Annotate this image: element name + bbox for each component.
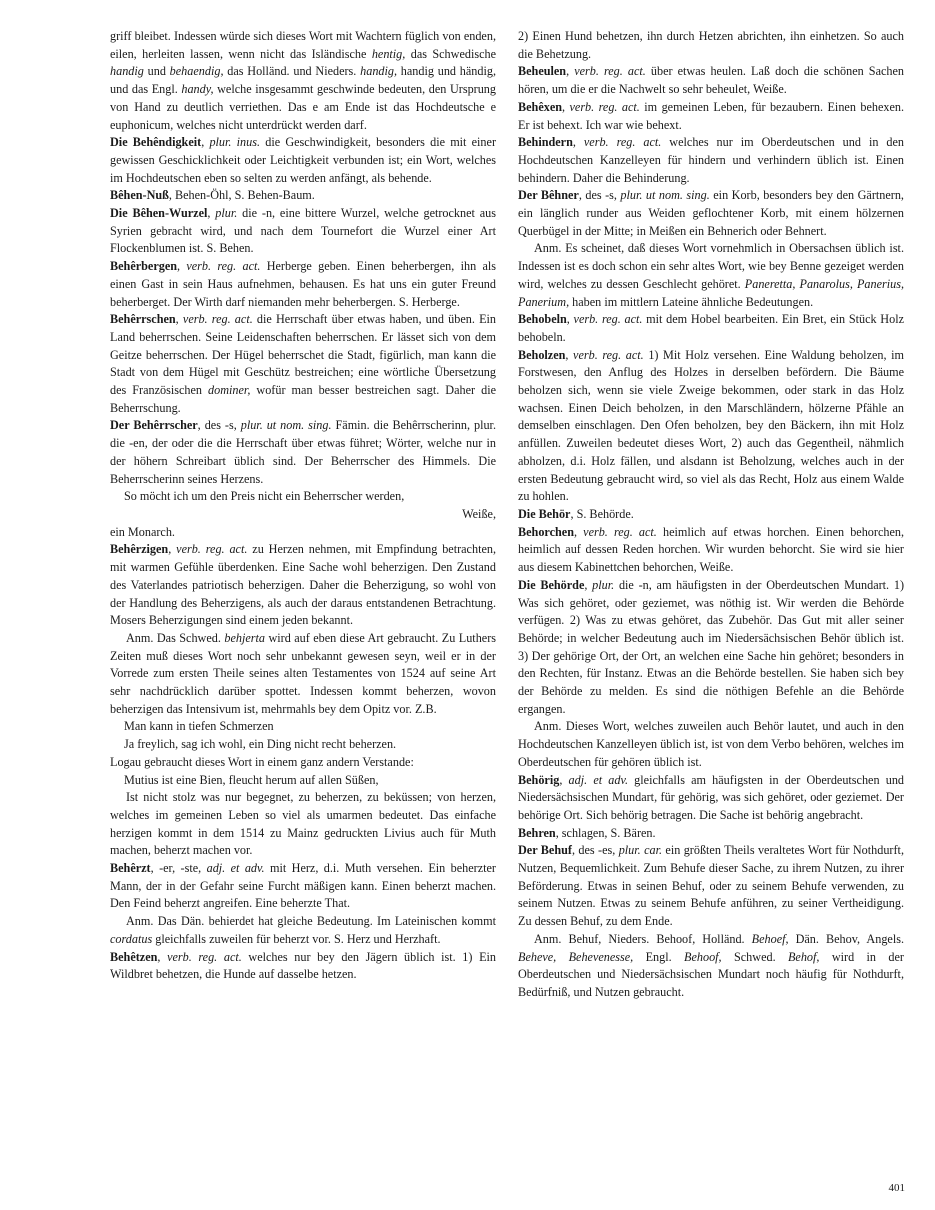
- dictionary-entry: [110, 541, 496, 630]
- text-run: welches nur bey den Jägern üblich ist. 1) Ein Wildbret behetzen, die Hunde auf dasselbe hetzen.: [110, 949, 496, 982]
- dictionary-entry: [518, 99, 904, 134]
- headword: Beheulen: [518, 64, 567, 79]
- headword: Behêrbergen: [110, 259, 178, 274]
- text-run: ,: [559, 772, 569, 787]
- dictionary-entry: [518, 842, 904, 931]
- text-run: griff bleibet. Indessen würde sich dieses Wort mit Wachtern füglich von enden, eilen, herleiten lassen, wenn nicht das Isländische: [110, 29, 496, 61]
- italic-text: verb. reg. act.: [574, 64, 646, 79]
- text-run: Anm. Das Schwed.: [126, 630, 225, 645]
- headword: Beholzen: [518, 347, 566, 362]
- text-run: ,: [157, 949, 168, 964]
- verse-line: [110, 772, 496, 790]
- headword: Behorchen: [518, 524, 574, 539]
- text-run: wofür man besser bestreichen sagt. Daher die Beherrschung.: [110, 383, 496, 415]
- italic-text: handy,: [181, 82, 214, 97]
- text-run: mit dem Hobel bearbeiten. Ein Bret, ein Stück Holz behobeln.: [518, 312, 904, 344]
- paragraph: [110, 913, 496, 948]
- dictionary-entry: [110, 187, 496, 205]
- headword: Behörig: [518, 772, 560, 787]
- text-run: Engl.: [633, 949, 685, 964]
- text-run: heimlich auf etwas horchen. Einen behorchen, heimlich auf dessen Reden horchen. Wir wurden behorcht. Sie wird sie hier aus diesem Kabinettchen behorchen, Weiße.: [518, 524, 905, 575]
- text-run: Schwed.: [721, 949, 788, 964]
- headword: Die Behörde: [518, 577, 585, 592]
- text-run: mit Herz, d.i. Muth versehen. Ein beherzter Mann, der in der Gefahr seine Furcht mäßigen kann. Einen beherzt machen. Den Feind beherzt angreifen. Eine beherzte That.: [110, 861, 496, 911]
- text-run: ,: [207, 206, 216, 221]
- text-run: Logau gebraucht dieses Wort in einem ganz andern Verstande:: [110, 754, 414, 769]
- paragraph: [110, 754, 496, 772]
- italic-text: hentig,: [371, 46, 406, 61]
- dictionary-entry: [110, 258, 496, 311]
- verse-line: [110, 736, 496, 754]
- dictionary-entry: [518, 524, 904, 577]
- paragraph: [110, 789, 496, 860]
- text-run: über etwas heulen. Laß doch die schönen Sachen hören, um die er die Nachwelt so sehr beheulet, Weiße.: [518, 64, 904, 97]
- dictionary-entry: [110, 860, 496, 913]
- text-run: ,: [201, 135, 210, 150]
- italic-text: cordatus: [110, 931, 153, 946]
- italic-text: verb. reg. act.: [167, 949, 242, 964]
- text-run: ,: [566, 312, 574, 327]
- dictionary-entry: [518, 772, 904, 825]
- italic-text: verb. reg. act.: [583, 524, 657, 539]
- headword: Behobeln: [518, 312, 567, 327]
- text-run: die Herrschaft über etwas haben, und üben. Ein Land beherrschen. Seine Leidenschaften beherrschen. Er lässet sich von dem Geitze beherrschen. Der Hügel beherrschet die Stadt, figürlich, man kann die Stadt von dem Hügel mit Geschütz bestreichen; eine wörtliche Übersetzung des Französischen: [110, 312, 497, 398]
- italic-text: plur.: [215, 206, 238, 221]
- text-run: , -er, -ste,: [150, 861, 207, 876]
- italic-text: verb. reg. act.: [583, 135, 662, 150]
- text-run: Anm. Es scheinet, daß dieses Wort vornehmlich in Obersachsen üblich ist. Indessen ist es doch schon ein sehr altes Wort, wie bey Benne gezeiget werden wird, welches zu dessen Geschlecht gehöret.: [518, 241, 904, 291]
- verse-line: [110, 506, 496, 524]
- text-run: 2) Einen Hund behetzen, ihn durch Hetzen abrichten, ihn einhetzen. So auch die Behetzung.: [518, 29, 904, 61]
- text-run: die -n, eine bittere Wurzel, welche getrocknet aus Syrien gebracht wird, und nach dem Tournefort die Wurzel einer Art Flockenblumen ist. S. Behen.: [110, 206, 497, 256]
- italic-text: Paneretta, Panarolus, Panerius, Panerium,: [518, 276, 905, 309]
- paragraph: [110, 28, 496, 134]
- italic-text: plur. ut nom. sing.: [620, 188, 710, 203]
- text-run: , des -s,: [197, 418, 241, 433]
- text-run: So möcht ich um den Preis nicht ein Beherrscher werden,: [124, 489, 405, 504]
- italic-text: plur. car.: [618, 843, 663, 858]
- italic-text: Beheve, Behevenesse,: [518, 949, 634, 964]
- text-run: die Geschwindigkeit, besonders die mit einer gewissen Geschicklichkeit oder Leichtigkeit verbunden ist; ein Wort, welches im Hochdeutschen eben so selten zu werden anfängt, als behende.: [110, 135, 496, 185]
- text-run: ,: [175, 312, 183, 327]
- headword: Der Behêrrscher: [110, 418, 198, 433]
- italic-text: handig,: [360, 64, 398, 79]
- italic-text: verb. reg. act.: [176, 542, 248, 557]
- text-run: zu Herzen nehmen, mit Empfindung betrachten, mit warmen Gefühle überdenken. Eine Sache wohl beherzigen. Den Zustand des Vaterlandes patriotisch beherzigen. Daher die Beherzigung, so wohl von der Handlung des Beherzigens, als auch der daraus entstandenen Betrachtung. Mosers Beherzigungen sind einem jeden bekannt.: [110, 542, 497, 628]
- italic-text: Behoef,: [751, 931, 789, 946]
- text-run: ,: [177, 259, 187, 274]
- italic-text: verb. reg. act.: [182, 312, 253, 327]
- headword: Behren: [518, 825, 556, 840]
- headword: Behêrzigen: [110, 542, 169, 557]
- text-run: gleichfalls am häufigsten in der Oberdeutschen und Niedersächsischen Mundart, für gehörig, was sich gehöret, oder geziemet. Der behörige Ort. Sich behörig betragen. Die Sache ist behörig angebracht.: [518, 772, 905, 822]
- dictionary-entry: [518, 347, 904, 506]
- italic-text: behaendig,: [169, 64, 224, 79]
- verse-line: [110, 488, 496, 506]
- dictionary-entry: [110, 949, 496, 984]
- text-run: ein größten Theils veraltetes Wort für Nothdurft, Nutzen, Bequemlichkeit. Zum Behufe dieser Sache, zu ihrem Nutzen, zu ihrer Beförderung. Etwas in seinen Behuf, oder zu seinem Behufe verwenden, zu seinem Nutzen. Etwas zu seinem Behufe anführen, zu seiner Vertheidigung. Zu dessen Behuf, zu dem Ende.: [518, 843, 904, 929]
- headword: Die Bêhen-Wurzel: [110, 206, 208, 221]
- text-run: wird auf eben diese Art gebraucht. Zu Luthers Zeiten muß dieses Wort noch sehr unbekannt gewesen seyn, weil er in der Vorrede zum ersten Theile seines alten Testamentes von 1524 auf seine Art sehr nachdrücklich darüber spottet. Indessen kommt beherzen, wovon beherzigen das Intensivum ist, mehrmahls bey dem Opitz vor. Z.B.: [110, 630, 496, 716]
- text-run: welche insgesammt geschwinde bedeuten, den Ursprung von Hand zu deutlich verriethen. Das e am Ende ist das Hochdeutsche e euphonicum, welches nicht unterdrückt werden darf.: [110, 82, 496, 132]
- paragraph: [518, 718, 904, 771]
- italic-text: plur. inus.: [209, 135, 261, 150]
- dictionary-entry: [518, 187, 904, 240]
- text-run: Herberge geben. Einen beherbergen, ihn als einen Gast in sein Haus aufnehmen, behausen. Es hat uns ein guter Freund beherberget. Der Wirth darf niemanden mehr beherbergen. S. Herberge.: [110, 259, 497, 309]
- italic-text: verb. reg. act.: [569, 99, 640, 114]
- text-run: welches nur im Oberdeutschen und in den Hochdeutschen Kanzelleyen für hindern und verhindern üblich ist. Einen behindern. Daher die Behinderung.: [518, 135, 904, 185]
- text-run: ,: [566, 64, 575, 79]
- right-column: [518, 28, 904, 1002]
- dictionary-entry: [518, 134, 904, 187]
- page-number: 401: [888, 1182, 905, 1194]
- paragraph: [518, 240, 904, 311]
- headword: Der Behuf: [518, 843, 572, 858]
- italic-text: Behof,: [787, 949, 820, 964]
- headword: Die Behêndigkeit: [110, 135, 202, 150]
- headword: Bêhen-Nuß: [110, 188, 169, 203]
- dictionary-entry: [110, 311, 496, 417]
- text-run: Anm. Behuf, Nieders. Behoof, Holländ.: [534, 931, 752, 946]
- text-run: , schlagen, S. Bären.: [555, 825, 656, 840]
- paragraph: [110, 524, 496, 542]
- text-run: , S. Behörde.: [570, 506, 634, 521]
- headword: Behêrzt: [110, 861, 151, 876]
- italic-text: plur.: [592, 577, 615, 592]
- text-run: ,: [584, 577, 593, 592]
- headword: Der Bêhner: [518, 188, 579, 203]
- paragraph: [518, 931, 904, 1002]
- headword: Behêtzen: [110, 949, 158, 964]
- text-run: Mutius ist eine Bien, fleucht herum auf allen Süßen,: [124, 772, 379, 787]
- text-run: im gemeinen Leben, für bezaubern. Einen behexen. Er ist behext. Ich war wie behext.: [518, 99, 904, 132]
- paragraph: [110, 630, 496, 719]
- headword: Behêxen: [518, 99, 563, 114]
- text-run: handig und händig, und das Engl.: [110, 64, 496, 97]
- italic-text: adj. et adv.: [206, 861, 265, 876]
- text-run: wird in der Oberdeutschen und Niedersächsischen Mundart noch häufig für Nothdurft, Bedürfniß, und Nutzen gebraucht.: [518, 949, 904, 999]
- text-run: Dän. Behov, Angels.: [788, 931, 904, 946]
- left-column: [110, 28, 496, 984]
- text-run: Anm. Dieses Wort, welches zuweilen auch Behör lautet, und auch in den Hochdeutschen Kanzelleyen üblich ist, ist von dem Verbo behören, welches im Oberdeutschen für gehören üblich ist.: [518, 719, 904, 769]
- text-run: , des -s,: [578, 188, 621, 203]
- text-run: ,: [168, 542, 177, 557]
- text-run: haben im mittlern Lateine ähnliche Bedeutungen.: [569, 294, 814, 309]
- text-run: ein Monarch.: [110, 524, 175, 539]
- italic-text: plur. ut nom. sing.: [240, 418, 332, 433]
- text-run: , des -es,: [571, 843, 619, 858]
- text-run: das Schwedische: [405, 46, 496, 61]
- italic-text: Behoof,: [684, 949, 722, 964]
- dictionary-entry: [518, 506, 904, 524]
- text-run: ,: [562, 99, 570, 114]
- dictionary-entry: [518, 577, 904, 719]
- text-run: Ja freylich, sag ich wohl, ein Ding nicht recht beherzen.: [124, 737, 397, 752]
- text-run: ein Korb, besonders bey den Gärtnern, ein länglich runder aus Weiden geflochtener Korb, mit einem hölzernen Querbügel in der Mitte; in Meißen ein Behnerich oder Behnert.: [518, 188, 904, 238]
- text-run: Anm. Das Dän. behierdet hat gleiche Bedeutung. Im Lateinischen kommt: [126, 914, 496, 929]
- text-run: gleichfalls zuweilen für beherzt vor. S. Herz und Herzhaft.: [152, 931, 441, 946]
- text-run: Man kann in tiefen Schmerzen: [124, 719, 274, 734]
- text-run: Ist nicht stolz was nur begegnet, zu beherzen, zu beküssen; von herzen, welches im gemeinen Leben so viel als umarmen bedeutet. Das einfache herzigen kommt in dem 1514 zu Mainz gedruckten Livius auch für Muth machen, beherzt machen vor.: [110, 790, 496, 858]
- text-run: ,: [572, 135, 584, 150]
- paragraph: [518, 28, 904, 63]
- text-run: ,: [573, 524, 584, 539]
- italic-text: verb. reg. act.: [573, 312, 643, 327]
- dictionary-entry: [518, 311, 904, 346]
- italic-text: behjerta: [224, 630, 265, 645]
- dictionary-entry: [110, 134, 496, 187]
- dictionary-entry: [110, 417, 496, 488]
- text-run: Weiße,: [462, 506, 496, 521]
- headword: Behindern: [518, 135, 573, 150]
- text-run: Fämin. die Behêrrscherinn, plur. die -en, der oder die die Herrschaft über etwas führet; Wörter, welche nur in der höhern Schreibart üblich sind. Der Beherrscher des Himmels. Die Beherrscherinn seines Herzens.: [110, 418, 496, 486]
- text-run: das Holländ. und Nieders.: [223, 64, 361, 79]
- italic-text: verb. reg. act.: [573, 347, 644, 362]
- dictionary-entry: [518, 825, 904, 843]
- italic-text: handig: [110, 64, 144, 79]
- dictionary-entry: [110, 205, 496, 258]
- text-run: , Behen-Öhl, S. Behen-Baum.: [168, 188, 315, 203]
- italic-text: dominer,: [208, 383, 251, 398]
- headword: Behêrrschen: [110, 312, 176, 327]
- dictionary-entry: [518, 63, 904, 98]
- text-run: 1) Mit Holz versehen. Eine Waldung beholzen, im Forstwesen, den Anflug des Holzes in derselben befördern. Die Bäume beholzen sich, wenn sie viele Zweige bekommen, oder stark in das Holz wachsen. Einen Deich beholzen, in den Marschländern, hölzerne Pfähle an demselben einschlagen. Den Ofen beholzen, bey den Bäckern, ihn mit Holz anfüllen. Zuweilen bedeutet dieses Wort, 2) auch das Gegentheil, nähmlich abholzen, d.i. Holz fällen, und alsdann ist Beholzung, welches auch in der ersten Bedeutung gebraucht wird, so viel als das Recht, Holz aus einem Walde zu hohlen.: [518, 347, 904, 504]
- italic-text: verb. reg. act.: [186, 259, 261, 274]
- text-run: ,: [565, 347, 574, 362]
- headword: Die Behör: [518, 506, 571, 521]
- text-run: die -n, am häufigsten in der Oberdeutschen Mundart. 1) Was sich gehöret, oder geziemet, was nöthig ist. Wir werden die Behörde verfügen. 2) Was zu etwas gehöret, das Zubehör. Das Gut mit aller seiner Behörde; in welcher Bedeutung auch im Niedersächsischen Behör üblich ist. 3) Der gehörige Ort, der Ort, an welchen eine Sache hin gehöret; besonders in den Rechten, für Instanz. Etwas an die Behörde bestellen. Sie haben sich bey der Behörde zu melden. Es sind die nöthigen Befehle an die Behörde ergangen.: [518, 577, 905, 716]
- verse-line: [110, 718, 496, 736]
- text-run: und: [143, 64, 170, 79]
- italic-text: adj. et adv.: [568, 772, 629, 787]
